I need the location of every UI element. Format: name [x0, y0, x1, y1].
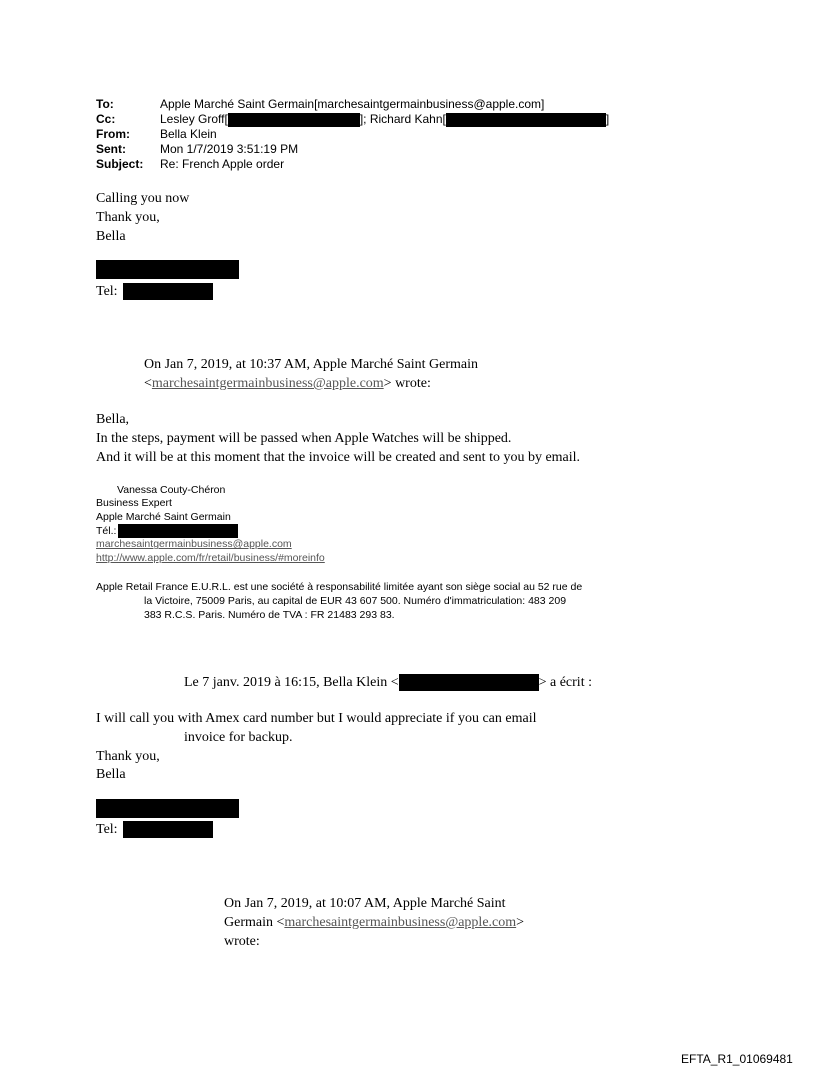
quote-intro-start: Le 7 janv. 2019 à 16:15, Bella Klein <: [184, 675, 399, 690]
sent-value: Mon 1/7/2019 3:51:19 PM: [160, 142, 299, 156]
subject-label: Subject:: [96, 157, 144, 171]
reply-line: Thank you,: [96, 210, 160, 225]
legal-line: 383 R.C.S. Paris. Numéro de TVA : FR 21483 293 83.: [144, 609, 395, 621]
signature-store: Apple Marché Saint Germain: [96, 510, 231, 523]
redaction-box: [118, 524, 238, 538]
tel-line: [96, 820, 213, 839]
tel-label: Tél.:: [96, 524, 117, 537]
tel-line: [96, 282, 213, 301]
reply-line: Bella: [96, 229, 126, 244]
quote-intro-3: [224, 894, 524, 951]
quote-intro-line: On Jan 7, 2019, at 10:07 AM, Apple Marché Saint: [224, 896, 506, 911]
tel-label: Tel:: [96, 822, 118, 837]
cc-name-1: Lesley Groff[: [160, 112, 228, 126]
redaction-box: [446, 113, 606, 127]
to-label: To:: [96, 97, 114, 111]
email-link[interactable]: marchesaintgermainbusiness@apple.com: [284, 915, 517, 930]
quote-intro-line: wrote:: [224, 934, 260, 949]
reply-line: Calling you now: [96, 191, 190, 206]
signature-url-link[interactable]: http://www.apple.com/fr/retail/business/#moreinfo: [96, 551, 325, 564]
document-id: EFTA_R1_01069481: [681, 1052, 793, 1066]
redaction-box: [399, 674, 539, 691]
quote-intro-start: Germain <: [224, 915, 285, 930]
signature-email-link[interactable]: marchesaintgermainbusiness@apple.com: [96, 538, 292, 551]
quote-line: In the steps, payment will be passed when Apple Watches will be shipped.: [96, 431, 512, 446]
cc-label: Cc:: [96, 112, 116, 126]
quote-intro-1: [144, 355, 478, 393]
redaction-box: [123, 283, 213, 300]
redaction-box: [96, 260, 239, 279]
wrote-text: > wrote:: [383, 376, 431, 391]
signature-tel: [96, 524, 325, 538]
quote-line: I will call you with Amex card number but I would appreciate if you can email: [96, 711, 537, 726]
quote-line: And it will be at this moment that the invoice will be created and sent to you by email.: [96, 450, 581, 465]
signature-block: [96, 497, 325, 565]
legal-line: Apple Retail France E.U.R.L. est une société à responsabilité limitée ayant son siège social au 52 rue de: [96, 581, 583, 593]
signature-name: Vanessa Couty-Chéron: [117, 484, 226, 496]
redaction-box: [228, 113, 360, 127]
tel-label: Tel:: [96, 284, 118, 299]
cc-end: ]: [605, 112, 610, 126]
quote-intro-2: [184, 673, 592, 692]
quote-intro-end: > a écrit :: [538, 675, 592, 690]
quote-intro-line: [224, 913, 524, 932]
from-label: From:: [96, 127, 130, 141]
legal-line: la Victoire, 75009 Paris, au capital de EUR 43 607 500. Numéro d'immatriculation: 483 209: [144, 595, 567, 607]
cc-separator: ]; Richard Kahn[: [359, 112, 446, 126]
quote-line: Bella,: [96, 412, 130, 427]
cc-value: [160, 112, 609, 127]
email-link[interactable]: marchesaintgermainbusiness@apple.com: [151, 376, 384, 391]
sent-label: Sent:: [96, 142, 126, 156]
redaction-box: [96, 799, 239, 818]
quote-line: Thank you,: [96, 749, 160, 764]
quote-line: invoice for backup.: [184, 730, 293, 745]
angle-open: <: [144, 376, 152, 391]
subject-value: Re: French Apple order: [160, 157, 285, 171]
from-value: Bella Klein: [160, 127, 217, 141]
signature-title: Business Expert: [96, 497, 172, 509]
quote-intro-line: [144, 374, 478, 393]
reply-body: [96, 189, 189, 246]
redaction-box: [123, 821, 213, 838]
to-value: Apple Marché Saint Germain[marchesaintgermainbusiness@apple.com]: [160, 97, 545, 111]
quote-line: Bella: [96, 767, 126, 782]
quote-intro-line: On Jan 7, 2019, at 10:37 AM, Apple Marché Saint Germain: [144, 357, 479, 372]
angle-close: >: [516, 915, 525, 930]
quote-body-1: [96, 410, 580, 467]
